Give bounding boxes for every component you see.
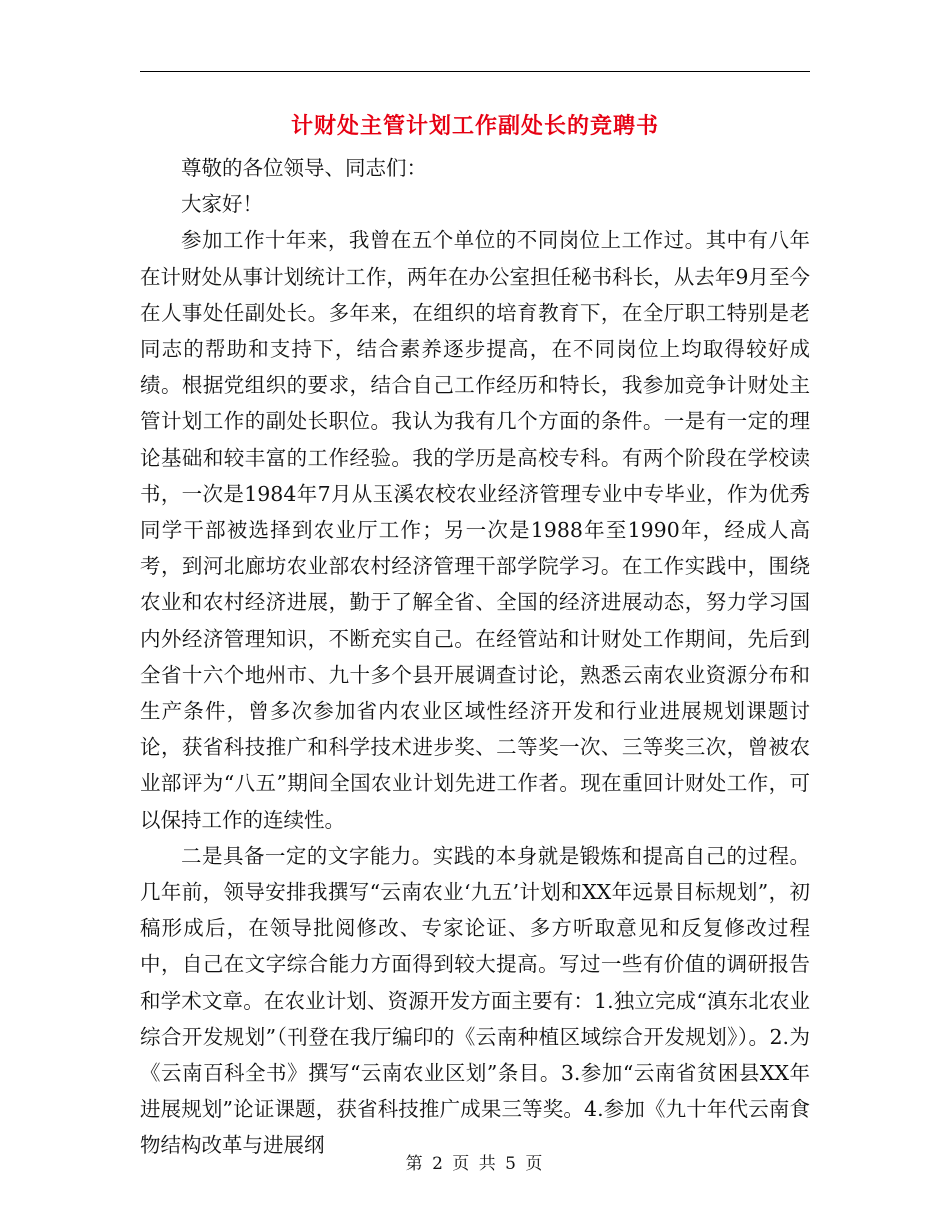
body-paragraph-experience: 参加工作十年来，我曾在五个单位的不同岗位上工作过。其中有八年在计财处从事计划统计工作，两年在办公室担任秘书科长，从去年9月至今在人事处任副处长。多年来，在组织的培育教育下，在全厅职工特别是老同志的帮助和支持下，结合素养逐步提高，在不同岗位上均取得较好成绩。根据党组织的要求，结合自己工作经历和特长，我参加竞争计财处主管计划工作的副处长职位。我认为我有几个方面的条件。一是有一定的理论基础和较丰富的工作经验。我的学历是高校专科。有两个阶段在学校读书，一次是1984年7月从玉溪农校农业经济管理专业中专毕业，作为优秀同学干部被选择到农业厅工作；另一次是1988年至1990年，经成人高考，到河北廊坊农业部农村经济管理干部学院学习。在工作实践中，围绕农业和农村经济进展，勤于了解全省、全国的经济进展动态，努力学习国内外经济管理知识，不断充实自己。在经管站和计财处工作期间，先后到全省十六个地州市、九十多个县开展调查讨论，熟悉云南农业资源分布和生产条件，曾多次参加省内农业区域性经济开发和行业进展规划课题讨论，获省科技推广和科学技术进步奖、二等奖一次、三等奖三次，曾被农业部评为“八五”期间全国农业计划先进工作者。现在重回计财处工作，可以保持工作的连续性。 xyxy=(140,228,810,832)
salutation-paragraph: 尊敬的各位领导、同志们： xyxy=(181,156,427,180)
document-title: 计财处主管计划工作副处长的竞聘书 xyxy=(290,113,659,139)
header-rule xyxy=(140,71,810,72)
greeting-paragraph: 大家好！ xyxy=(181,192,263,217)
body-paragraph-writing-ability: 二是具备一定的文字能力。实践的本身就是锻炼和提高自己的过程。几年前，领导安排我撰写“云南农业‘九五’计划和XX年远景目标规划”，初稿形成后，在领导批阅修改、专家论证、多方听取意见和反复修改过程中，自己在文字综合能力方面得到较大提高。写过一些有价值的调研报告和学术文章。在农业计划、资源开发方面主要有：1.独立完成“滇东北农业综合开发规划”（刊登在我厅编印的《云南种植区域综合开发规划》）。2.为《云南百科全书》撰写“云南农业区划”条目。3.参加“云南省贫困县XX年进展规划”论证课题，获省科技推广成果三等奖。4.参加《九十年代云南食物结构改革与进展纲 xyxy=(140,843,810,1158)
page-number-footer: 第 2 页 共 5 页 xyxy=(405,1154,545,1174)
document-body xyxy=(140,150,810,1164)
